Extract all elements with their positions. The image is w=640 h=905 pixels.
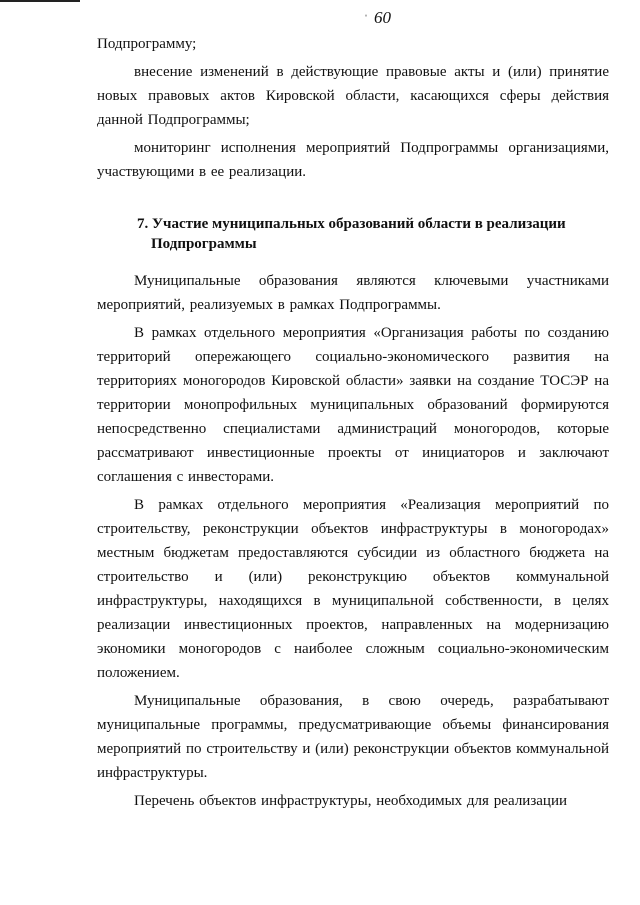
section-heading bbox=[97, 214, 609, 254]
scan-corner-mark bbox=[0, 0, 80, 2]
page-number-value: 60 bbox=[374, 8, 391, 27]
paragraph-municipal-programs: Муниципальные образования, в свою очередь, разрабатывают муниципальные программы, предусматривающие объемы финансирования мероприятий по строительству и (или) реконструкции объектов коммунальной инфраструктуры. bbox=[97, 693, 609, 781]
paragraph-key-participants: Муниципальные образования являются ключевыми участниками мероприятий, реализуемых в рамках Подпрограммы. bbox=[97, 273, 609, 313]
page-number bbox=[364, 8, 391, 28]
section-heading-line-1: 7. Участие муниципальных образований области в реализации bbox=[137, 216, 566, 232]
paragraph-infrastructure-list: Перечень объектов инфраструктуры, необходимых для реализации bbox=[134, 793, 567, 809]
paragraph-continuation: Подпрограмму; bbox=[97, 36, 197, 52]
document-body bbox=[97, 32, 609, 813]
page-number-tick: ˈ bbox=[364, 12, 368, 26]
paragraph-tosar: В рамках отдельного мероприятия «Организация работы по созданию территорий опережающего социально-экономического развития на территориях моногородов Кировской области» заявки на создание ТОСЭР на территории монопрофильных муниципальных образований формируются непосредственно специалистами администраций моногородов, которые рассматривают инвестиционные проекты от инициаторов и заключают соглашения с инвесторами. bbox=[97, 325, 609, 485]
paragraph-legal-acts: внесение изменений в действующие правовые акты и (или) принятие новых правовых актов Кировской области, касающихся сферы действия данной Подпрограммы; bbox=[97, 64, 609, 128]
paragraph-monitoring: мониторинг исполнения мероприятий Подпрограммы организациями, участвующими в ее реализации. bbox=[97, 140, 609, 180]
section-heading-line-2: Подпрограммы bbox=[151, 236, 257, 252]
paragraph-subsidies: В рамках отдельного мероприятия «Реализация мероприятий по строительству, реконструкции объектов инфраструктуры в моногородах» местным бюджетам предоставляются субсидии из областного бюджета на строительство и (или) реконструкцию объектов коммунальной инфраструктуры, находящихся в муниципальной собственности, в целях реализации инвестиционных проектов, направленных на модернизацию экономики моногородов с наиболее сложным социально-экономическим положением. bbox=[97, 497, 609, 681]
